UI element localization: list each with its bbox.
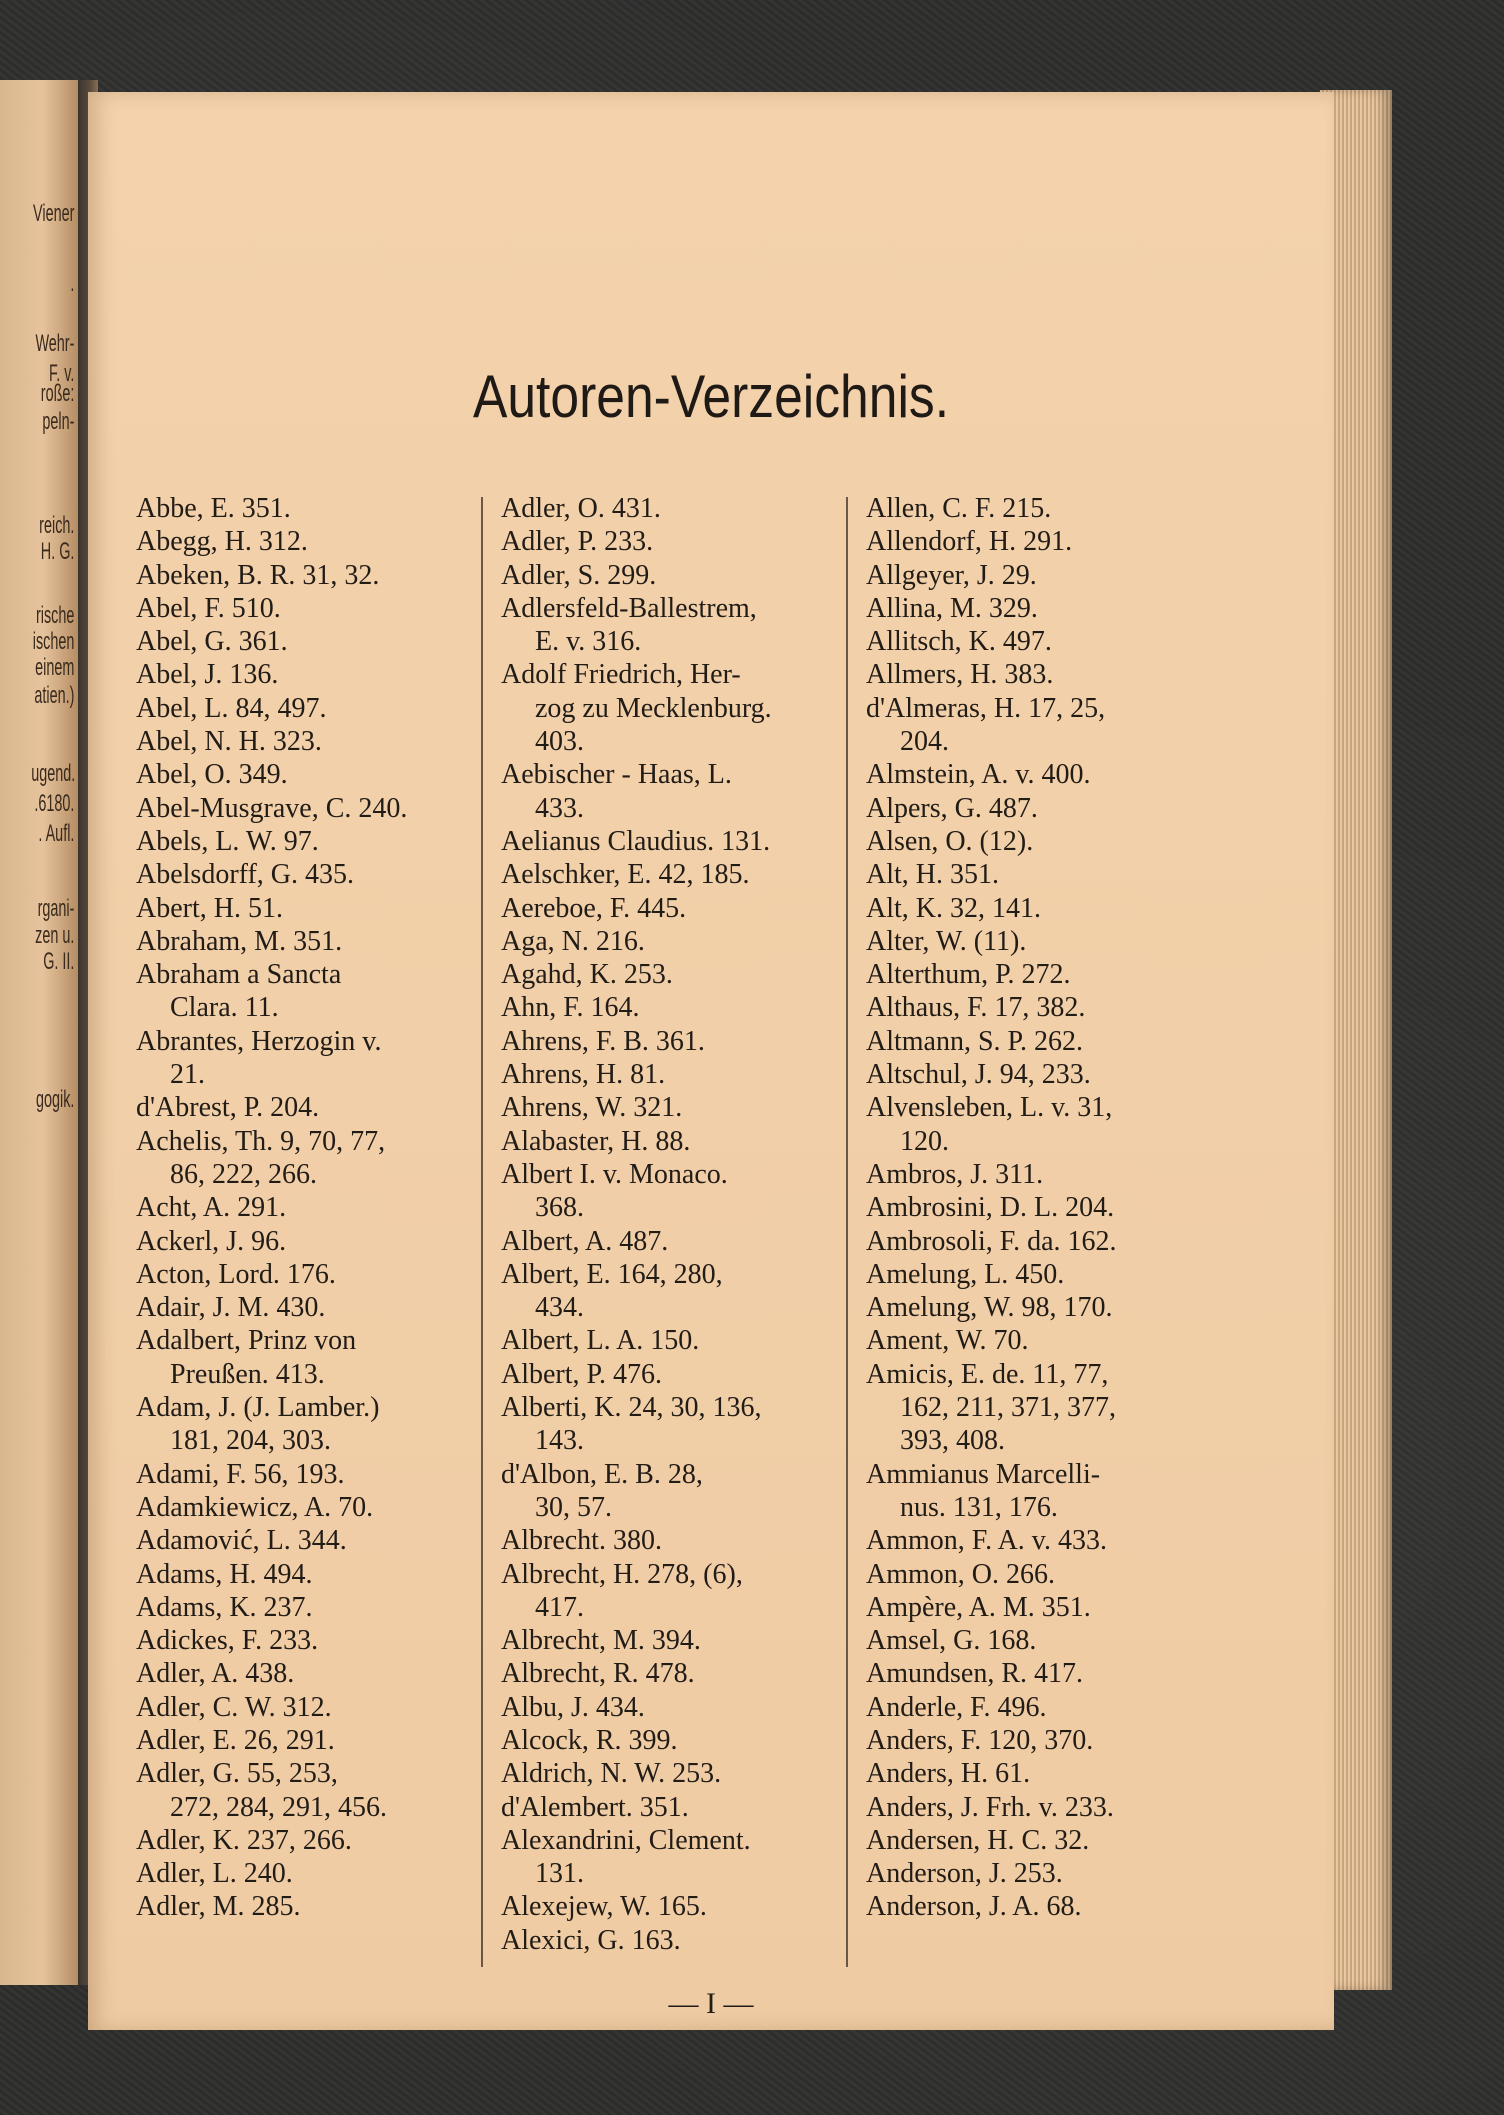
index-entry-line: Ahn, F. 164. <box>501 992 640 1024</box>
index-entry-line: E. v. 316. <box>535 626 642 658</box>
column-rule-1 <box>481 497 483 1967</box>
index-entry-line: Ahrens, F. B. 361. <box>501 1025 705 1057</box>
index-entry-line: Alvensleben, L. v. 31, <box>866 1092 1113 1124</box>
index-entry-line: Aldrich, N. W. 253. <box>501 1758 722 1790</box>
index-entry-line: Allmers, H. 383. <box>866 659 1054 691</box>
index-entry-line: Adler, E. 26, 291. <box>136 1724 335 1756</box>
index-entry-line: Adolf Friedrich, Her- <box>501 659 741 691</box>
index-entry-line: Adler, O. 431. <box>501 493 661 524</box>
index-entry-line: Abrantes, Herzogin v. <box>136 1025 382 1057</box>
index-entry-line: Abel, L. 84, 497. <box>136 692 327 724</box>
index-entry-line: 30, 57. <box>535 1491 612 1523</box>
index-entry-line: d'Almeras, H. 17, 25, <box>866 692 1106 724</box>
index-entry-line: Ambros, J. 311. <box>866 1158 1044 1190</box>
index-entry-line: 368. <box>535 1192 584 1224</box>
index-entry-line: Acht, A. 291. <box>136 1192 287 1224</box>
index-entry-line: Aelschker, E. 42, 185. <box>501 859 750 891</box>
index-entry-line: Alt, K. 32, 141. <box>866 892 1041 924</box>
previous-page-fragment: peln- <box>42 408 75 435</box>
index-entry-line: Abel, N. H. 323. <box>136 726 322 758</box>
index-entry-line: Ahrens, W. 321. <box>501 1092 683 1124</box>
previous-page-fragment: .6180. <box>34 790 75 817</box>
index-entry-line: Anders, J. Frh. v. 233. <box>866 1791 1114 1823</box>
index-entry-line: 162, 211, 371, 377, <box>900 1392 1116 1424</box>
previous-page-fragment: G. II. <box>43 948 75 975</box>
index-entry-line: Albrecht, M. 394. <box>501 1625 701 1657</box>
previous-page-fragment: Wehr- <box>35 330 75 357</box>
index-entry-line: Clara. 11. <box>170 992 279 1024</box>
index-entry-line: Abeken, B. R. 31, 32. <box>136 559 380 591</box>
index-entry-line: Abel, O. 349. <box>136 759 288 791</box>
index-entry-line: Allina, M. 329. <box>866 592 1038 624</box>
index-entry-line: Adamkiewicz, A. 70. <box>136 1491 374 1523</box>
index-entry-line: Alberti, K. 24, 30, 136, <box>501 1392 762 1424</box>
previous-page-fragment: rgani- <box>37 895 75 922</box>
page-number: — I — <box>668 1987 754 2020</box>
index-entry-line: Adler, P. 233. <box>501 526 654 558</box>
index-entry-line: Abel-Musgrave, C. 240. <box>136 792 408 824</box>
index-entry-line: Albert, E. 164, 280, <box>501 1258 723 1290</box>
index-entry-line: Adair, J. M. 430. <box>136 1292 326 1324</box>
index-entry-line: Acton, Lord. 176. <box>136 1258 336 1290</box>
index-entry-line: Aereboe, F. 445. <box>501 892 687 924</box>
index-entry-line: Abel, J. 136. <box>136 659 279 691</box>
previous-page-fragment: F. v. <box>49 360 75 387</box>
previous-page-fragment: gogik. <box>35 1086 75 1113</box>
index-entry-line: Anders, F. 120, 370. <box>866 1724 1094 1756</box>
index-entry-line: Albu, J. 434. <box>501 1691 645 1723</box>
index-entry-line: Alterthum, P. 272. <box>866 959 1071 991</box>
previous-page-fragment: rische <box>35 602 75 629</box>
index-entry-line: Anderson, J. A. 68. <box>866 1891 1082 1923</box>
previous-page-fragment: ugend. <box>31 760 76 787</box>
index-entry-line: Adams, H. 494. <box>136 1558 313 1590</box>
index-entry-line: Abel, F. 510. <box>136 592 281 624</box>
previous-page-fragment: . <box>70 270 75 297</box>
index-entry-line: Alter, W. (11). <box>866 925 1027 957</box>
index-entry-line: 272, 284, 291, 456. <box>170 1791 387 1823</box>
index-entry-line: Alsen, O. (12). <box>866 825 1034 857</box>
previous-page-fragment: zen u. <box>35 922 75 949</box>
index-entry-line: Alexandrini, Clement. <box>501 1824 751 1856</box>
index-entry-line: Adamović, L. 344. <box>136 1525 347 1557</box>
previous-page-fragment: Viener <box>33 200 75 227</box>
previous-page-fragment: . Aufl. <box>38 820 75 847</box>
index-entry-line: 403. <box>535 726 584 758</box>
index-entry-line: Albrecht, R. 478. <box>501 1658 695 1690</box>
index-entry-line: Albert, A. 487. <box>501 1225 669 1257</box>
index-page <box>88 92 1334 2030</box>
previous-page-fragment: atien.) <box>34 682 75 709</box>
index-entry-line: Adler, S. 299. <box>501 559 657 591</box>
index-entry-line: Allgeyer, J. 29. <box>866 559 1037 591</box>
previous-page-fragment: H. G. <box>40 538 75 565</box>
index-entry-line: Ammianus Marcelli- <box>866 1458 1101 1490</box>
index-entry-line: 417. <box>535 1591 584 1623</box>
index-entry-line: 204. <box>900 726 949 758</box>
index-entry-line: 21. <box>170 1059 205 1091</box>
index-entry-line: Almstein, A. v. 400. <box>866 759 1091 791</box>
index-entry-line: Adler, A. 438. <box>136 1658 295 1690</box>
index-entry-line: Adalbert, Prinz von <box>136 1325 357 1357</box>
index-entry-line: Ament, W. 70. <box>866 1325 1029 1357</box>
index-entry-line: Amsel, G. 168. <box>866 1625 1037 1657</box>
index-entry-line: Adlersfeld-Ballestrem, <box>501 592 757 624</box>
previous-page-fragment: reich. <box>39 512 75 539</box>
index-entry-line: 433. <box>535 792 584 824</box>
index-entry-line: Albert, P. 476. <box>501 1358 662 1390</box>
index-entry-line: Abraham, M. 351. <box>136 925 343 957</box>
index-entry-line: Aebischer - Haas, L. <box>501 759 732 791</box>
index-entry-line: Achelis, Th. 9, 70, 77, <box>136 1125 386 1157</box>
index-entry-line: Abraham a Sancta <box>136 959 342 991</box>
page-title: Autoren-Verzeichnis. <box>472 363 950 430</box>
index-entry-line: Agahd, K. 253. <box>501 959 673 991</box>
index-entry-line: Allen, C. F. 215. <box>866 493 1052 524</box>
index-entry-line: Adler, L. 240. <box>136 1858 293 1890</box>
column-rule-2 <box>846 497 848 1967</box>
index-entry-line: Aelianus Claudius. 131. <box>501 825 771 857</box>
index-entry-line: 393, 408. <box>900 1425 1005 1457</box>
index-entry-line: Ammon, O. 266. <box>866 1558 1055 1590</box>
index-entry-line: Alexejew, W. 165. <box>501 1891 707 1923</box>
index-entry-line: d'Abrest, P. 204. <box>136 1092 320 1124</box>
index-entry-line: Adickes, F. 233. <box>136 1625 319 1657</box>
index-entry-line: Albrecht. 380. <box>501 1525 662 1557</box>
index-entry-line: zog zu Mecklenburg. <box>535 692 772 724</box>
index-entry-line: Aga, N. 216. <box>501 925 645 957</box>
index-entry-line: Albert I. v. Monaco. <box>501 1158 728 1190</box>
index-entry-line: Abel, G. 361. <box>136 626 288 658</box>
index-entry-line: Adler, M. 285. <box>136 1891 301 1923</box>
index-entry-line: Alexici, G. 163. <box>501 1924 681 1956</box>
index-entry-line: Adams, K. 237. <box>136 1591 313 1623</box>
index-entry-line: Ampère, A. M. 351. <box>866 1591 1091 1623</box>
index-entry-line: Allitsch, K. 497. <box>866 626 1052 658</box>
index-entry-line: 131. <box>535 1858 584 1890</box>
index-entry-line: Alt, H. 351. <box>866 859 999 891</box>
index-entry-line: Abbe, E. 351. <box>136 493 291 524</box>
index-entry-line: Amundsen, R. 417. <box>866 1658 1083 1690</box>
index-entry-line: Amelung, W. 98, 170. <box>866 1292 1113 1324</box>
index-entry-line: Amicis, E. de. 11, 77, <box>866 1358 1109 1390</box>
index-entry-line: d'Albon, E. B. 28, <box>501 1458 703 1490</box>
index-entry-line: Andersen, H. C. 32. <box>866 1824 1090 1856</box>
previous-page-fragment: ischen <box>32 628 75 655</box>
index-entry-line: Abels, L. W. 97. <box>136 825 319 857</box>
index-entry-line: Anderson, J. 253. <box>866 1858 1063 1890</box>
index-entry-line: Anderle, F. 496. <box>866 1691 1047 1723</box>
previous-page-fragment: einem <box>35 654 75 681</box>
index-entry-line: nus. 131, 176. <box>900 1491 1058 1523</box>
index-entry-line: Adler, C. W. 312. <box>136 1691 332 1723</box>
index-entry-line: 86, 222, 266. <box>170 1158 317 1190</box>
index-entry-line: Altschul, J. 94, 233. <box>866 1059 1091 1091</box>
index-entry-line: Alpers, G. 487. <box>866 792 1038 824</box>
index-entry-line: d'Alembert. 351. <box>501 1791 689 1823</box>
previous-page-fragment: roße: <box>40 380 75 407</box>
index-entry-line: Abegg, H. 312. <box>136 526 308 558</box>
index-entry-line: Amelung, L. 450. <box>866 1258 1065 1290</box>
index-entry-line: Ahrens, H. 81. <box>501 1059 666 1091</box>
index-entry-line: Ammon, F. A. v. 433. <box>866 1525 1107 1557</box>
index-entry-line: Adler, K. 237, 266. <box>136 1824 352 1856</box>
index-column-2 <box>501 492 772 1957</box>
index-entry-line: Alcock, R. 399. <box>501 1724 678 1756</box>
index-entry-line: 434. <box>535 1292 584 1324</box>
index-entry-line: Altmann, S. P. 262. <box>866 1025 1084 1057</box>
index-entry-line: Adam, J. (J. Lamber.) <box>136 1392 380 1424</box>
index-entry-line: Allendorf, H. 291. <box>866 526 1073 558</box>
index-entry-line: Abelsdorff, G. 435. <box>136 859 355 891</box>
index-entry-line: Albrecht, H. 278, (6), <box>501 1558 743 1590</box>
index-entry-line: Adami, F. 56, 193. <box>136 1458 345 1490</box>
index-entry-line: Anders, H. 61. <box>866 1758 1031 1790</box>
index-entry-line: Ambrosoli, F. da. 162. <box>866 1225 1117 1257</box>
index-entry-line: 143. <box>535 1425 584 1457</box>
index-entry-line: Althaus, F. 17, 382. <box>866 992 1086 1024</box>
index-entry-line: Alabaster, H. 88. <box>501 1125 691 1157</box>
index-column-3 <box>866 492 1117 1924</box>
index-entry-line: Ackerl, J. 96. <box>136 1225 287 1257</box>
index-entry-line: Preußen. 413. <box>170 1358 325 1390</box>
index-entry-line: Albert, L. A. 150. <box>501 1325 700 1357</box>
previous-page-edge <box>0 80 78 1985</box>
index-entry-line: Adler, G. 55, 253, <box>136 1758 338 1790</box>
index-column-1 <box>136 492 407 1924</box>
index-entry-line: 181, 204, 303. <box>170 1425 331 1457</box>
index-entry-line: Ambrosini, D. L. 204. <box>866 1192 1115 1224</box>
index-entry-line: Abert, H. 51. <box>136 892 283 924</box>
index-entry-line: 120. <box>900 1125 949 1157</box>
